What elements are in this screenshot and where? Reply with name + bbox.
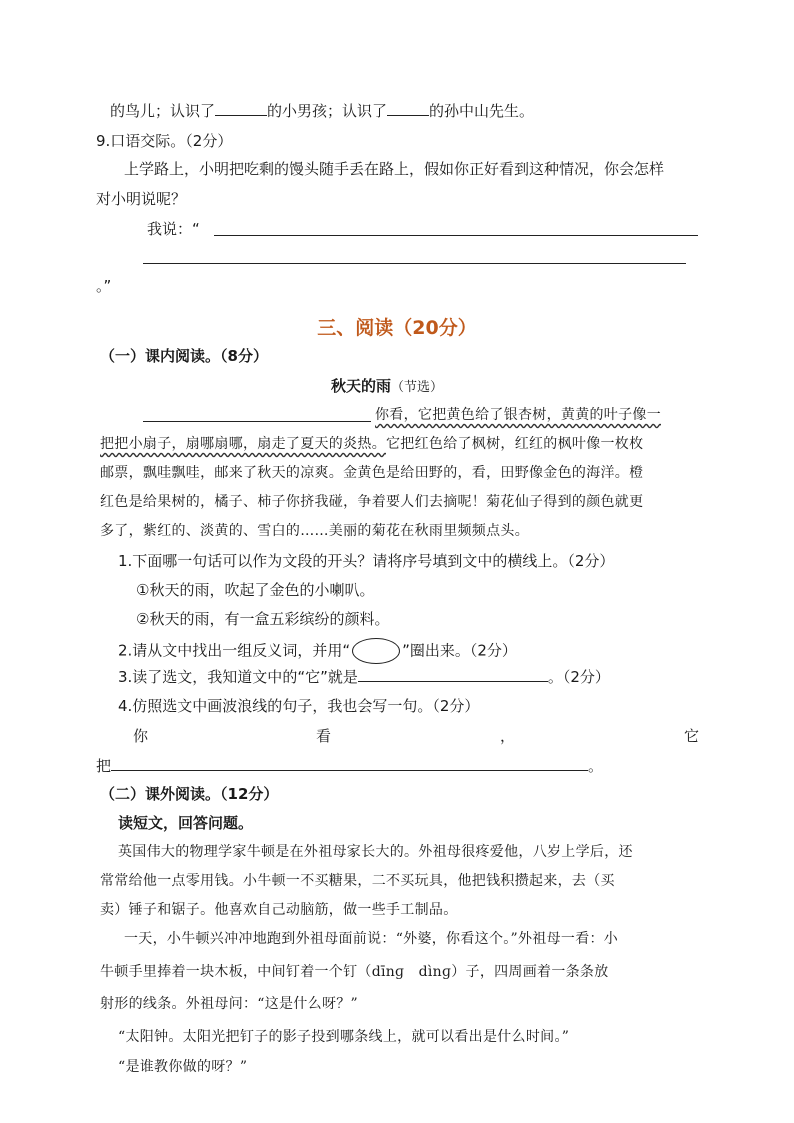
q9-i-say: 我说：“ [147, 220, 200, 238]
part1-q2-text-b: ”圈出来。（2分） [402, 641, 517, 660]
q8-text-a: 的鸟儿；认识了 [110, 102, 216, 120]
part1-q1: 1.下面哪一句话可以作为文段的开头？请将序号填到文中的横线上。（2分） [118, 552, 615, 570]
passage-line-5: 多了，紫红的、淡黄的、雪白的……美丽的菊花在秋雨里频频点头。 [100, 523, 529, 539]
q9-answer-line-2[interactable] [143, 263, 686, 264]
part1-q4: 4.仿照选文中画波浪线的句子，我也会写一句。（2分） [118, 697, 480, 715]
passage-title-line [331, 376, 443, 398]
q4-ba: 把 [96, 757, 112, 775]
q4-answer-line [96, 756, 603, 776]
article-line-4: 一天，小牛顿兴冲冲地跑到外祖母面前说：“外婆，你看这个。”外祖母一看：小 [124, 931, 619, 947]
passage-note: （节选） [391, 380, 444, 395]
article-line-1: 英国伟大的物理学家牛顿是在外祖母家长大的。外祖母很疼爱他，八岁上学后，还 [118, 844, 633, 860]
article-line-8: “是谁教你做的呀？” [118, 1059, 248, 1075]
article-line-6: 射形的线条。外祖母问：“这是什么呀？” [100, 996, 359, 1012]
article-line-5: 牛顿手里捧着一块木板，中间钉着一个钉（dīnɡ dìnɡ）子，四周画着一条条放 [100, 964, 609, 980]
passage-line-2 [100, 434, 643, 454]
part1-q2 [118, 638, 517, 664]
q9-heading: 9.口语交际。（2分） [96, 132, 233, 150]
part1-heading: （一）课内阅读。（8分） [100, 347, 268, 365]
passage-line-2-rest: 它把红色给了枫树，红红的枫叶像一枚枚 [386, 436, 644, 452]
article-line-7: “太阳钟。太阳光把钉子的影子投到哪条线上，就可以看出是什么时间。” [118, 1029, 570, 1045]
passage-title: 秋天的雨 [331, 377, 392, 395]
q4-word-2: 看 [316, 727, 332, 745]
section-title: 三、阅读（20分） [317, 317, 477, 339]
q4-word-3: ， [500, 727, 516, 745]
part1-q1-option-2: ②秋天的雨，有一盒五彩缤纷的颜料。 [136, 610, 390, 628]
q4-end: 。 [588, 757, 604, 775]
part1-q3-text-b: 。（2分） [547, 668, 610, 686]
passage-opening-blank[interactable] [143, 421, 371, 422]
part1-q3 [118, 667, 610, 687]
q9-line-1: 上学路上，小明把吃剩的馒头随手丢在路上，假如你正好看到这种情况，你会怎样 [124, 160, 665, 178]
article-line-3: 卖）锤子和锯子。他喜欢自己动脑筋，做一些手工制品。 [100, 902, 458, 918]
passage-line-3: 邮票，飘哇飘哇，邮来了秋天的凉爽。金黄色是给田野的，看，田野像金色的海洋。橙 [100, 465, 644, 481]
q9-line-2: 对小明说呢？ [96, 190, 187, 208]
q8-blank-1[interactable] [215, 101, 267, 116]
passage-line-1: 你看，它把黄色给了银杏树，黄黄的叶子像一 [375, 407, 661, 423]
part1-q3-text-a: 3.读了选文，我知道文中的“它”就是 [118, 668, 358, 686]
part2-heading: （二）课外阅读。（12分） [100, 785, 279, 803]
article-line-2: 常常给他一点零用钱。小牛顿一不买糖果，二不买玩具，他把钱积攒起来，去（买 [100, 873, 615, 889]
wavy-sentence-end: 把把小扇子，扇哪扇哪，扇走了夏天的炎热。 [100, 436, 386, 452]
part1-q2-text-a: 2.请从文中找出一组反义词，并用“ [118, 641, 351, 660]
q4-word-1: 你 [133, 727, 149, 745]
circle-symbol [352, 638, 400, 664]
q8-text-c: 的孙中山先生。 [429, 102, 535, 120]
part1-q3-blank[interactable] [358, 667, 548, 682]
q8-blank-2[interactable] [387, 101, 429, 116]
q4-word-4: 它 [684, 727, 700, 745]
q4-answer-blank[interactable] [111, 756, 588, 771]
q8-line [110, 101, 534, 121]
q9-answer-line-1[interactable] [214, 235, 698, 236]
part2-instruction: 读短文，回答问题。 [118, 814, 254, 832]
passage-line-4: 红色是给果树的，橘子、柿子你挤我碰，争着要人们去摘呢！菊花仙子得到的颜色就更 [100, 494, 644, 510]
q9-end: 。” [96, 277, 112, 295]
q8-text-b: 的小男孩；认识了 [267, 102, 388, 120]
part1-q1-option-1: ①秋天的雨，吹起了金色的小喇叭。 [136, 581, 375, 599]
